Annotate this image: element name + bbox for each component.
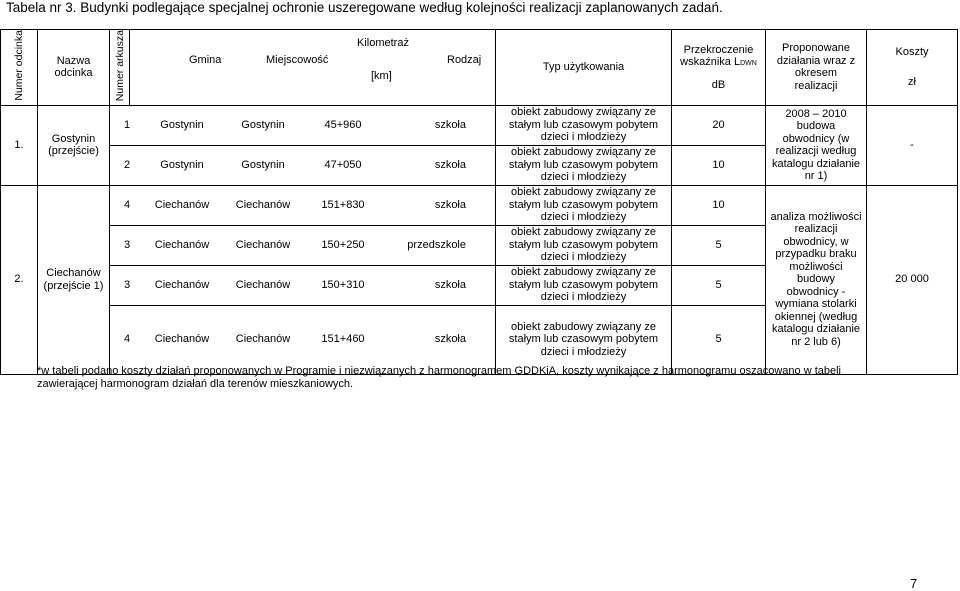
header-gmina: Gmina (189, 54, 222, 66)
row-rodzaj: szkoła (434, 158, 466, 171)
row-km: 151+830 (321, 198, 365, 211)
section-name: Ciechanów (przejście 1) (38, 185, 110, 374)
footnote: *w tabeli podano koszty działań proponowanych w Programie i niezwiązanych z harmonogramem GDDKiA, koszty wynikające z harmonogramu oszacowano w tabeli zawierającej harmonogram działań dla terenów mieszkaniowych. (37, 365, 841, 390)
row-rodzaj: szkoła (434, 118, 466, 131)
header-nazwa-odcinka: Nazwa odcinka (38, 30, 110, 106)
section-name: Gostynin (przejście) (38, 105, 110, 185)
row-gmina: Ciechanów (154, 278, 210, 291)
row-miejscowosc: Ciechanów (235, 278, 291, 291)
row-miejscowosc: Gostynin (241, 118, 285, 131)
header-dzialania: Proponowane działania wraz z okresem realizacji (766, 30, 867, 106)
section-koszty: - (867, 105, 958, 185)
row-gmina: Ciechanów (154, 198, 210, 211)
table-row (1, 105, 958, 145)
row-typ: obiekt zabudowy związany ze stałym lub czasowym pobytem dzieci i młodzieży (496, 225, 672, 265)
row-miejscowosc: Gostynin (241, 158, 285, 171)
row-miejscowosc: Ciechanów (235, 238, 291, 251)
row-typ: obiekt zabudowy związany ze stałym lub czasowym pobytem dzieci i młodzieży (496, 305, 672, 374)
row-db: 5 (672, 305, 766, 374)
header-miejscowosc: Miejscowość (266, 54, 329, 66)
row-rodzaj: szkoła (434, 198, 466, 211)
section-number: 1. (1, 105, 38, 185)
table-title: Tabela nr 3. Budynki podlegające specjalnej ochronie uszeregowane według kolejności realizacji zaplanowanych zadań. (6, 0, 723, 15)
row-db: 10 (672, 145, 766, 185)
row-km: 47+050 (324, 158, 362, 171)
row-db: 5 (672, 265, 766, 305)
row-km: 45+960 (324, 118, 362, 131)
header-koszty: Koszty zł (867, 30, 958, 106)
row-arkusz: 3 (124, 278, 131, 291)
header-kilometraz-unit: [km] (371, 70, 392, 82)
section-dzialania: analiza możliwości realizacji obwodnicy, w przypadku braku możliwości budowy obwodnicy - wymiana stolarki okiennej (według katalogu działanie nr 2 lub 6) (766, 185, 867, 374)
row-km: 150+310 (321, 278, 365, 291)
row-rodzaj: przedszkole (407, 238, 466, 251)
section-koszty: 20 000 (867, 185, 958, 374)
row-typ: obiekt zabudowy związany ze stałym lub czasowym pobytem dzieci i młodzieży (496, 265, 672, 305)
table-row (1, 185, 958, 225)
row-rodzaj: szkoła (434, 278, 466, 291)
header-location-group (130, 30, 496, 106)
row-gmina: Ciechanów (154, 333, 210, 346)
header-row (1, 30, 958, 106)
row-arkusz: 1 (124, 118, 131, 131)
buildings-table (0, 29, 958, 375)
row-db: 20 (672, 105, 766, 145)
row-gmina: Ciechanów (154, 238, 210, 251)
row-miejscowosc: Ciechanów (235, 333, 291, 346)
row-gmina: Gostynin (160, 118, 204, 131)
header-numer-odcinka: Numer odcinka (1, 30, 38, 106)
row-db: 5 (672, 225, 766, 265)
header-numer-arkusza: Numer arkusza (110, 30, 130, 106)
row-typ: obiekt zabudowy związany ze stałym lub czasowym pobytem dzieci i młodzieży (496, 105, 672, 145)
row-gmina: Gostynin (160, 158, 204, 171)
row-arkusz: 2 (124, 158, 131, 171)
row-arkusz: 3 (124, 238, 131, 251)
row-km: 151+460 (321, 333, 365, 346)
row-db: 10 (672, 185, 766, 225)
row-rodzaj: szkoła (434, 333, 466, 346)
row-arkusz: 4 (124, 198, 131, 211)
row-typ: obiekt zabudowy związany ze stałym lub czasowym pobytem dzieci i młodzieży (496, 185, 672, 225)
row-typ: obiekt zabudowy związany ze stałym lub czasowym pobytem dzieci i młodzieży (496, 145, 672, 185)
header-rodzaj: Rodzaj (447, 54, 482, 66)
row-miejscowosc: Ciechanów (235, 198, 291, 211)
header-kilometraz: Kilometraż (357, 37, 409, 49)
row-km: 150+250 (321, 238, 365, 251)
page-number: 7 (910, 576, 918, 591)
section-dzialania: 2008 – 2010 budowa obwodnicy (w realizacji według katalogu działanie nr 1) (766, 105, 867, 185)
header-przekroczenie: Przekroczenie wskaźnika LDWN dB (672, 30, 766, 106)
header-typ: Typ użytkowania (496, 30, 672, 106)
section-number: 2. (1, 185, 38, 374)
row-arkusz: 4 (124, 333, 131, 346)
